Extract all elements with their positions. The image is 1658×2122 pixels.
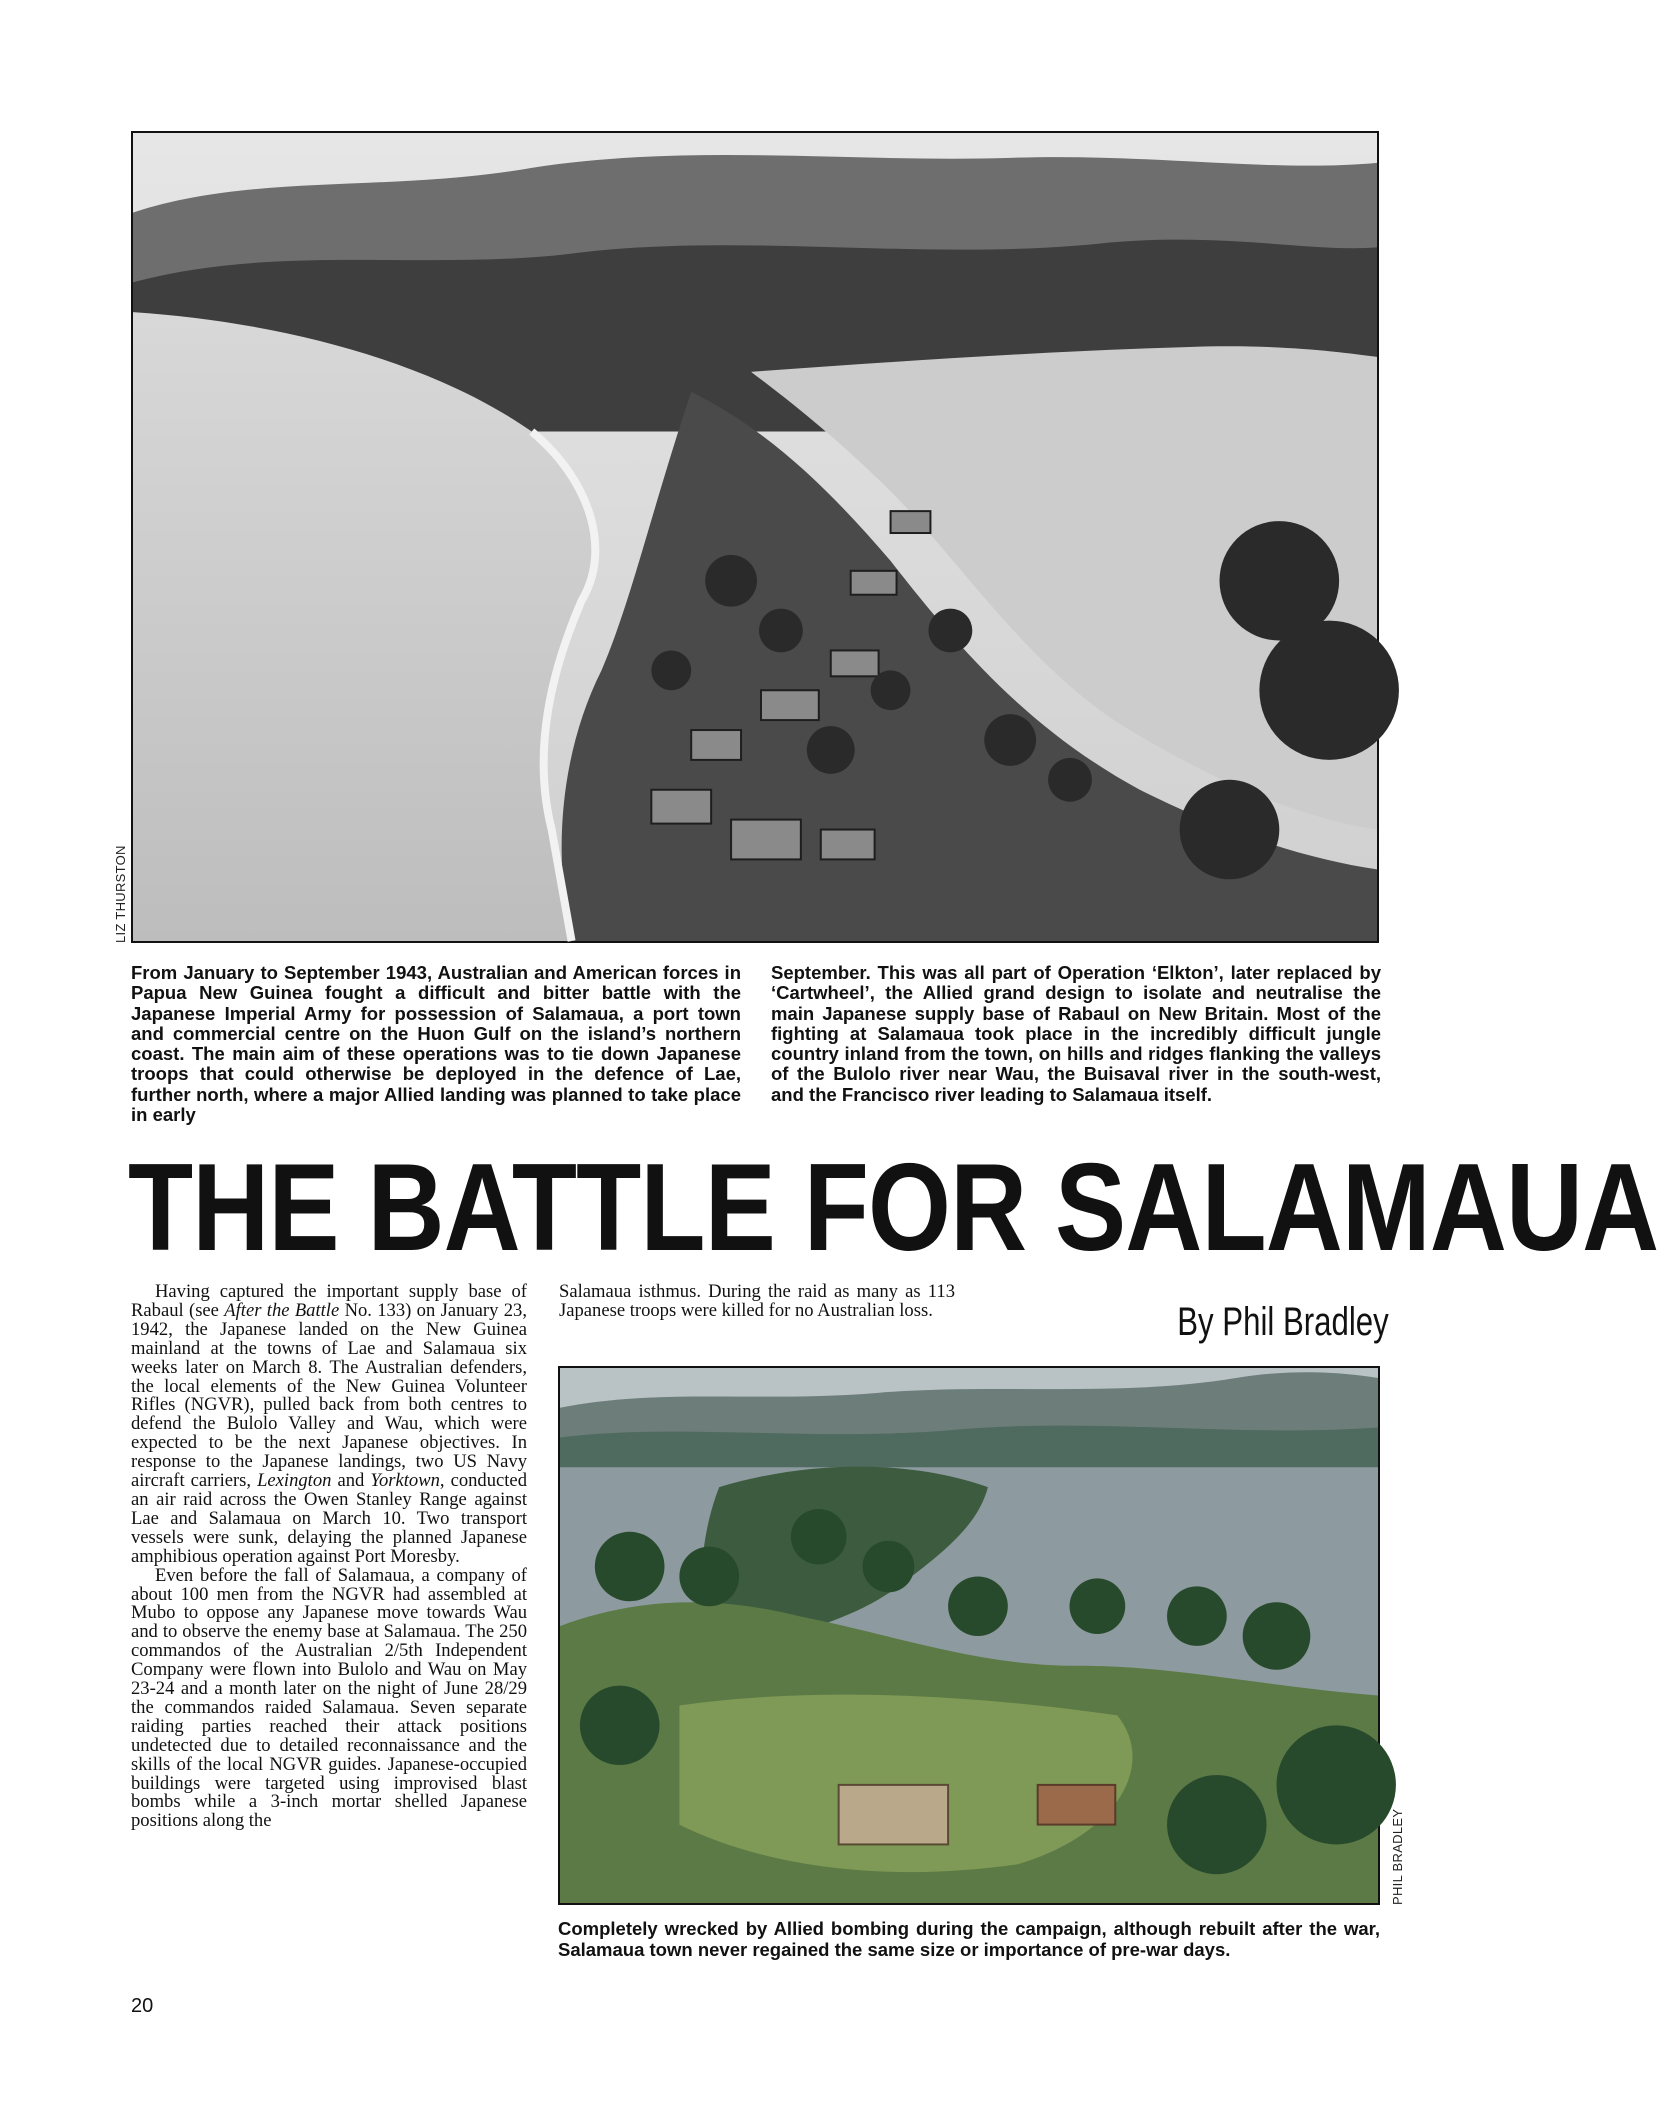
body-paragraph-2: Even before the fall of Salamaua, a company of about 100 men from the NGVR had assembled at Mubo to oppose any Japanese move towards Wau and to observe the enemy base at Salamaua. The 250 commandos of the Australian 2/5th Independent Company were flown into Bulolo and Wau on May 23-24 and a month later on the night of June 28/29 the commandos raided Salamaua. Seven separate raiding parties reached their attack positions undetected due to detailed reconnaissance and the skills of the local NGVR guides. Japanese-occupied buildings were targeted using improvised blast bombs while a 3-inch mortar shelled Japanese positions along the [131, 1564, 527, 1832]
body-text: No. 133) on January 23, 1942, the Japanese landed on the New Guinea mainland at the towns of Lae and Salamaua six weeks later on March 8. The Australian defenders, the local elements of the New Guinea Volunteer Rifles (NGVR), pulled back from both centres to defend the Bulolo Valley and Wau, which were expected to be the next Japanese objectives. In response to the Japanese landings, two US Navy aircraft carriers, [131, 1299, 527, 1492]
body-text: Having captured the important supply base of Rabaul (see [131, 1281, 527, 1321]
photo-caption: Completely wrecked by Allied bombing during the campaign, although rebuilt after the war, Salamaua town never regained the same size or importance of pre-war days. [558, 1918, 1380, 1960]
headline: THE BATTLE FOR SALAMAUA [128, 1139, 1658, 1277]
page-number: 20 [131, 1995, 154, 2017]
body-italic: Yorktown [370, 1470, 440, 1492]
byline: By Phil Bradley [1177, 1300, 1389, 1344]
intro-left: From January to September 1943, Australian and American forces in Papua New Guinea fought a difficult and bitter battle with the Japanese Imperial Army for possession of Salamaua, a port town and commercial centre on the Huon Gulf on the island’s northern coast. The main aim of these operations was to tie down Japanese troops that could otherwise be deployed in the defence of Lae, further north, where a major Allied landing was planned to take place in early [131, 962, 741, 1126]
body-column-2 [559, 1283, 955, 1321]
bottom-photo-graphic [560, 1368, 1378, 1903]
body-column-1 [131, 1283, 527, 1831]
body-italic: After the Battle [224, 1299, 340, 1321]
top-photo-graphic [133, 133, 1377, 941]
top-photo [131, 131, 1379, 943]
body-paragraph-3: Salamaua isthmus. During the raid as many as 113 Japanese troops were killed for no Australian loss. [559, 1281, 955, 1321]
body-text: and [331, 1470, 371, 1492]
body-paragraph-1 [131, 1283, 527, 1567]
intro-right: September. This was all part of Operation ‘Elkton’, later replaced by ‘Cartwheel’, the Allied grand design to isolate and neutralise the main Japanese supply base of Rabaul on New Britain. Most of the fighting at Salamaua took place in the incredibly difficult jungle country inland from the town, on hills and ridges flanking the valleys of the Bulolo river near Wau, the Buisaval river in the south-west, and the Francisco river leading to Salamaua itself. [771, 962, 1381, 1105]
top-photo-credit: LIZ THURSTON [113, 845, 128, 943]
bottom-photo-credit: PHIL BRADLEY [1390, 1808, 1405, 1905]
body-italic: Lexington [257, 1470, 332, 1492]
body-text: , conducted an air raid across the Owen Stanley Range against Lae and Salamaua on March 10. Two transport vessels were sunk, delaying the planned Japanese amphibious operation against Port Moresby. [131, 1470, 527, 1567]
bottom-photo [558, 1366, 1380, 1905]
